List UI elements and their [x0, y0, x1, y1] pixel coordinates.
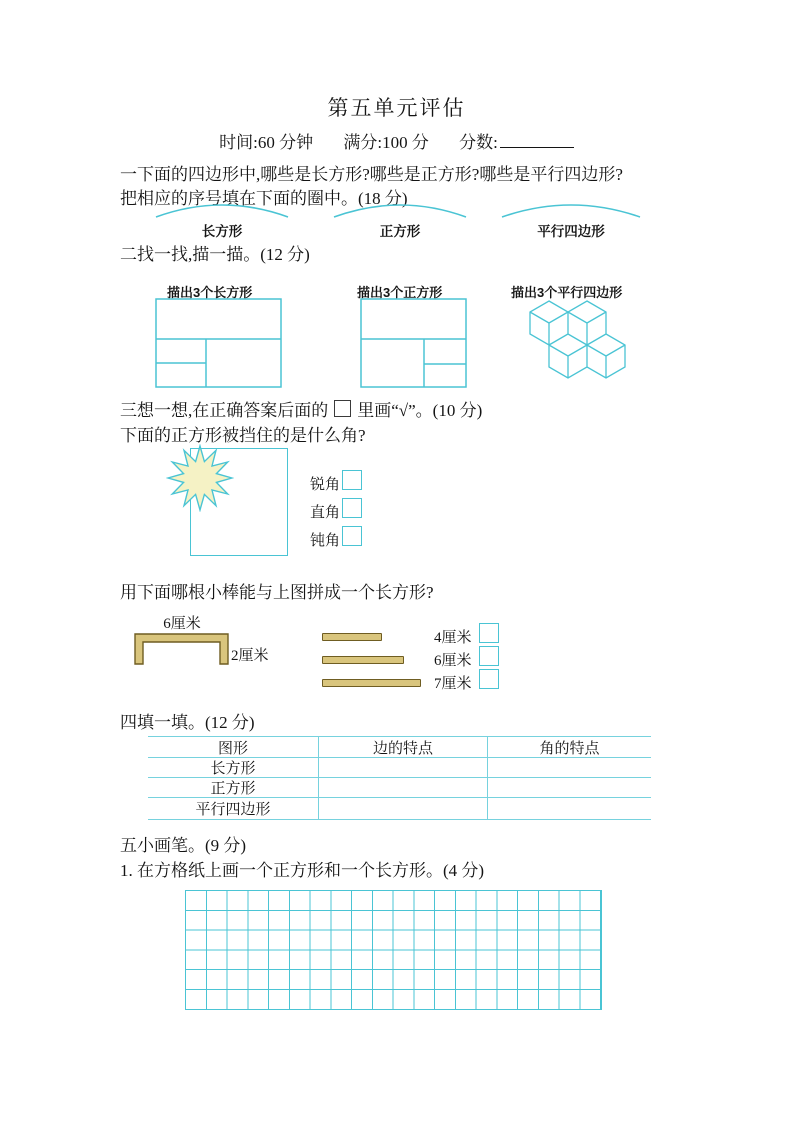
acute-angle-checkbox[interactable] [342, 470, 362, 490]
stick-4cm-checkbox[interactable] [479, 623, 499, 643]
q2-figure3-label: 描出3个平行四边形 [511, 285, 623, 300]
stick-label-4cm: 4厘米 [434, 630, 472, 646]
table-cell-square-angles[interactable] [487, 777, 651, 797]
arc-label-rectangle: 长方形 [201, 224, 243, 239]
q5-item1: 1. 在方格纸上画一个正方形和一个长方形。(4 分) [120, 861, 485, 880]
table-cell-rectangle-edges[interactable] [318, 757, 487, 777]
table-row-rectangle-label: 长方形 [148, 757, 318, 777]
table-header-shape: 图形 [148, 736, 318, 757]
table-cell-parallelogram-angles[interactable] [487, 797, 651, 820]
q4-heading: 四填一填。(12 分) [120, 713, 255, 732]
table-row-square-label: 正方形 [148, 777, 318, 797]
fill-table [148, 736, 651, 820]
q3-heading-post: 里画“√”。(10 分) [357, 401, 483, 420]
page-title: 第五单元评估 [327, 96, 466, 120]
oval-arc-icon [152, 202, 292, 219]
q1-text-line1: 一下面的四边形中,哪些是长方形?哪些是正方形?哪些是平行四边形? [120, 165, 623, 184]
stick-bar-4cm [322, 633, 382, 641]
table-header-edges: 边的特点 [318, 736, 487, 757]
grid-paper[interactable] [185, 890, 602, 1010]
answer-circle-parallelogram[interactable] [498, 202, 644, 240]
table-cell-rectangle-angles[interactable] [487, 757, 651, 777]
oval-arc-icon [498, 202, 644, 219]
bent-stick-figure [134, 629, 230, 667]
meta-time: 时间:60 分钟 [219, 133, 314, 152]
table-cell-parallelogram-edges[interactable] [318, 797, 487, 820]
answer-circle-rectangle[interactable] [152, 202, 292, 240]
stick-bar-6cm [322, 656, 404, 664]
meta-line [0, 128, 793, 153]
table-cell-square-edges[interactable] [318, 777, 487, 797]
q2-figure2-label: 描出3个正方形 [357, 285, 443, 300]
answer-circle-square[interactable] [330, 202, 470, 240]
option-label-acute: 锐角 [310, 477, 341, 493]
score-blank-line[interactable] [500, 131, 574, 148]
q3-heading [120, 396, 482, 421]
stick-label-6cm: 6厘米 [434, 653, 472, 669]
table-row-parallelogram-label: 平行四边形 [148, 797, 318, 820]
right-angle-checkbox[interactable] [342, 498, 362, 518]
meta-full-score: 满分:100 分 [343, 133, 429, 152]
meta-score-label: 分数: [459, 133, 498, 152]
bent-stick-side-length: 2厘米 [231, 648, 269, 664]
square-trace-figure[interactable] [360, 298, 467, 388]
q2-heading: 二找一找,描一描。(12 分) [120, 245, 310, 264]
stick-6cm-checkbox[interactable] [479, 646, 499, 666]
stick-7cm-checkbox[interactable] [479, 669, 499, 689]
starburst-cover-shape [166, 444, 234, 512]
bent-stick-top-length: 6厘米 [163, 616, 201, 632]
stick-label-7cm: 7厘米 [434, 676, 472, 692]
stick-bar-7cm [322, 679, 421, 687]
oval-arc-icon [330, 202, 470, 219]
q3-question: 下面的正方形被挡住的是什么角? [120, 426, 366, 445]
option-label-right: 直角 [310, 505, 341, 521]
table-header-angles: 角的特点 [487, 736, 651, 757]
q3-heading-pre: 三想一想,在正确答案后面的 [120, 401, 329, 420]
arc-label-parallelogram: 平行四边形 [537, 224, 605, 239]
inline-answer-box [334, 400, 351, 417]
q1-text-line2: 把相应的序号填在下面的圈中。(18 分) [120, 189, 408, 208]
arc-label-square: 正方形 [379, 224, 421, 239]
meta-score [459, 133, 574, 152]
q3-stick-question: 用下面哪根小棒能与上图拼成一个长方形? [120, 583, 434, 602]
obtuse-angle-checkbox[interactable] [342, 526, 362, 546]
option-label-obtuse: 钝角 [310, 533, 341, 549]
q5-heading: 五小画笔。(9 分) [120, 836, 247, 855]
parallelogram-cube-pattern-figure[interactable] [509, 300, 629, 380]
rectangle-trace-figure[interactable] [155, 298, 282, 388]
q2-figure1-label: 描出3个长方形 [167, 285, 253, 300]
